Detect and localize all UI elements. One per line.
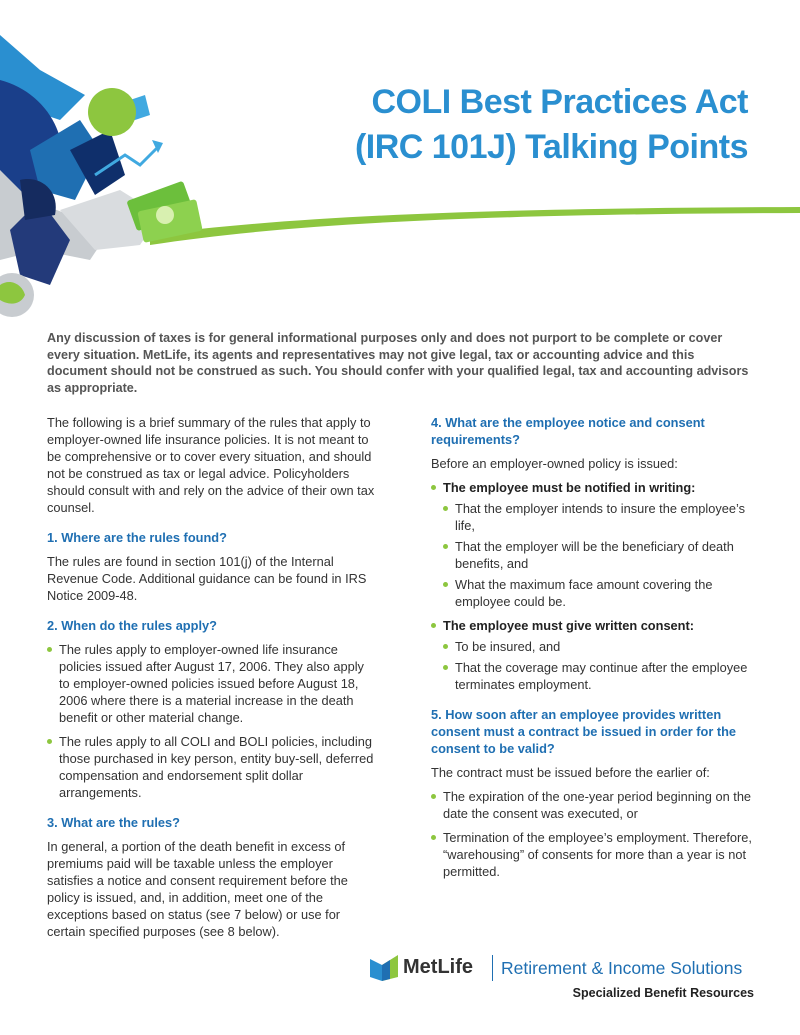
list-item-text: Termination of the employee’s employment. Therefore, “warehousing” of consents for more than a year is not permitted. xyxy=(443,830,752,879)
question-3-heading: 3. What are the rules? xyxy=(47,815,180,830)
bullet-dot-icon xyxy=(431,485,436,490)
list-item-text: The rules apply to all COLI and BOLI policies, including those purchased in key person, entity buy-sell, deferred compensation and endorsement split dollar arrangements. xyxy=(59,734,374,800)
list-item-text: The expiration of the one-year period beginning on the date the consent was executed, or xyxy=(443,789,752,821)
bullet-dot-icon xyxy=(47,647,52,652)
metlife-logo xyxy=(370,953,770,985)
brand-name: MetLife xyxy=(403,956,473,978)
division-name: Retirement & Income Solutions xyxy=(501,958,743,978)
list-item xyxy=(431,829,761,880)
answer-5-intro: The contract must be issued before the earlier of: xyxy=(431,765,710,780)
page-title xyxy=(355,80,748,170)
logo-divider xyxy=(492,955,493,981)
consent-list xyxy=(431,617,761,634)
consent-sub-list xyxy=(431,638,761,693)
green-swoosh xyxy=(150,207,800,245)
list-item xyxy=(431,788,761,822)
list-item-text: That the coverage may continue after the employee terminates employment. xyxy=(455,660,748,692)
green-globe-icon xyxy=(88,88,136,136)
bullet-dot-icon xyxy=(431,794,436,799)
answer-4-list xyxy=(431,479,761,496)
tagline: Specialized Benefit Resources xyxy=(572,986,754,1000)
bullet-dot-icon xyxy=(431,835,436,840)
list-item xyxy=(47,733,377,801)
bullet-dot-icon xyxy=(443,582,448,587)
answer-3-text: In general, a portion of the death benefit in excess of premiums paid will be taxable unless the employer satisfies a notice and consent requirement before the policy is issued, and, in addition, meet one of the exceptions based on status (see 7 below) or use for certain specified purposes (see 8 below). xyxy=(47,839,348,939)
bullet-dot-icon xyxy=(443,506,448,511)
right-column xyxy=(431,414,761,880)
dollar-bill-seal xyxy=(156,206,174,224)
title-line-1: COLI Best Practices Act xyxy=(371,83,748,121)
list-item-text: That the employer intends to insure the employee’s life, xyxy=(455,501,745,533)
answer-4-intro: Before an employer-owned policy is issued: xyxy=(431,456,678,471)
disclaimer-text: Any discussion of taxes is for general informational purposes only and does not purport to be complete or cover every situation. MetLife, its agents and representatives may not give legal, tax or accounting advice and this document should not be construed as such. You should confer with your qualified legal, tax and accounting advisors as appropriate. xyxy=(47,331,749,395)
left-column xyxy=(47,414,377,940)
question-1-heading: 1. Where are the rules found? xyxy=(47,530,227,545)
title-line-2: (IRC 101J) Talking Points xyxy=(354,128,748,166)
list-item xyxy=(443,538,761,572)
list-item xyxy=(443,659,761,693)
answer-2-list xyxy=(47,641,377,801)
list-item xyxy=(431,479,761,496)
list-item-text: What the maximum face amount covering the employee could be. xyxy=(455,577,713,609)
list-item xyxy=(431,617,761,634)
question-4-heading: 4. What are the employee notice and consent requirements? xyxy=(431,415,705,447)
list-item xyxy=(443,638,761,655)
bullet-dot-icon xyxy=(431,623,436,628)
answer-1-text: The rules are found in section 101(j) of the Internal Revenue Code. Additional guidance can be found in IRS Notice 2009-48. xyxy=(47,554,367,603)
bullet-dot-icon xyxy=(47,739,52,744)
notified-label: The employee must be notified in writing: xyxy=(443,480,696,495)
question-2-heading: 2. When do the rules apply? xyxy=(47,618,217,633)
answer-5-list xyxy=(431,788,761,880)
list-item xyxy=(443,576,761,610)
consent-label: The employee must give written consent: xyxy=(443,618,695,633)
intro-paragraph: The following is a brief summary of the rules that apply to employer-owned life insurance policies. It is not meant to be comprehensive or to cover every situation, and should not be construed as tax or legal advice. Policyholders should consult with and rely on the advice of their own tax counsel. xyxy=(47,415,375,515)
list-item xyxy=(47,641,377,726)
bullet-dot-icon xyxy=(443,544,448,549)
metlife-mark-icon xyxy=(370,955,398,981)
list-item-text: To be insured, and xyxy=(455,639,561,654)
question-5-heading: 5. How soon after an employee provides written consent must a contract be issued in order for the consent to be valid? xyxy=(431,707,737,756)
bullet-dot-icon xyxy=(443,644,448,649)
list-item xyxy=(443,500,761,534)
list-item-text: That the employer will be the beneficiary of death benefits, and xyxy=(455,539,734,571)
list-item-text: The rules apply to employer-owned life insurance policies issued after August 17, 2006. They also apply to employer-owned policies issued before August 18, 2006 where there is a material increase in the death benefit or other material change. xyxy=(59,642,364,725)
notified-sub-list xyxy=(431,500,761,610)
bullet-dot-icon xyxy=(443,665,448,670)
